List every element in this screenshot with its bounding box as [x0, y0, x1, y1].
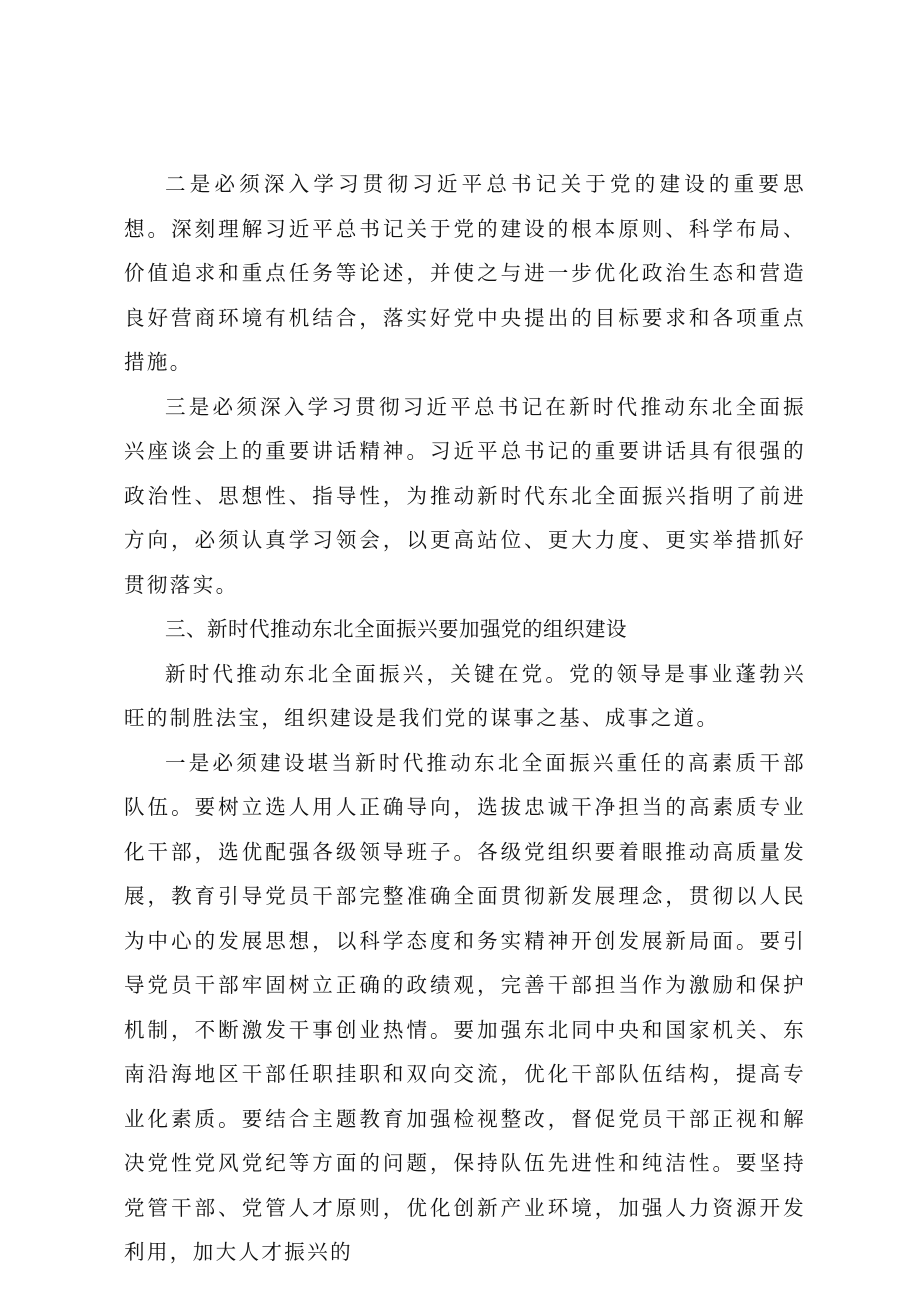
document-body [124, 162, 806, 1275]
section-heading-organization-building: 三、新时代推动东北全面振兴要加强党的组织建设 [165, 617, 627, 641]
paragraph-cadre-team: 一是必须建设堪当新时代推动东北全面振兴重任的高素质干部队伍。要树立选人用人正确导向，选拔忠诚干净担当的高素质专业化干部，选优配强各级领导班子。各级党组织要着眼推动高质量发展，教育引导党员干部完整准确全面贯彻新发展理念，贯彻以人民为中心的发展思想，以科学态度和务实精神开创发展新局面。要引导党员干部牢固树立正确的政绩观，完善干部担当作为激励和保护机制，不断激发干事创业热情。要加强东北同中央和国家机关、东南沿海地区干部任职挂职和双向交流，优化干部队伍结构，提高专业化素质。要结合主题教育加强检视整改，督促党员干部正视和解决党性党风党纪等方面的问题，保持队伍先进性和纯洁性。要坚持党管干部、党管人才原则，优化创新产业环境，加强人力资源开发利用，加大人才振兴的 [124, 750, 806, 1264]
paragraph-party-building-thought: 二是必须深入学习贯彻习近平总书记关于党的建设的重要思想。深刻理解习近平总书记关于党的建设的根本原则、科学布局、价值追求和重点任务等论述，并使之与进一步优化政治生态和营造良好营商环境有机结合，落实好党中央提出的目标要求和各项重点措施。 [124, 172, 806, 374]
paragraph-key-is-party: 新时代推动东北全面振兴，关键在党。党的领导是事业蓬勃兴旺的制胜法宝，组织建设是我们党的谋事之基、成事之道。 [124, 661, 806, 730]
paragraph-symposium-speech: 三是必须深入学习贯彻习近平总书记在新时代推动东北全面振兴座谈会上的重要讲话精神。习近平总书记的重要讲话具有很强的政治性、思想性、指导性，为推动新时代东北全面振兴指明了前进方向，必须认真学习领会，以更高站位、更大力度、更实举措抓好贯彻落实。 [124, 394, 806, 597]
